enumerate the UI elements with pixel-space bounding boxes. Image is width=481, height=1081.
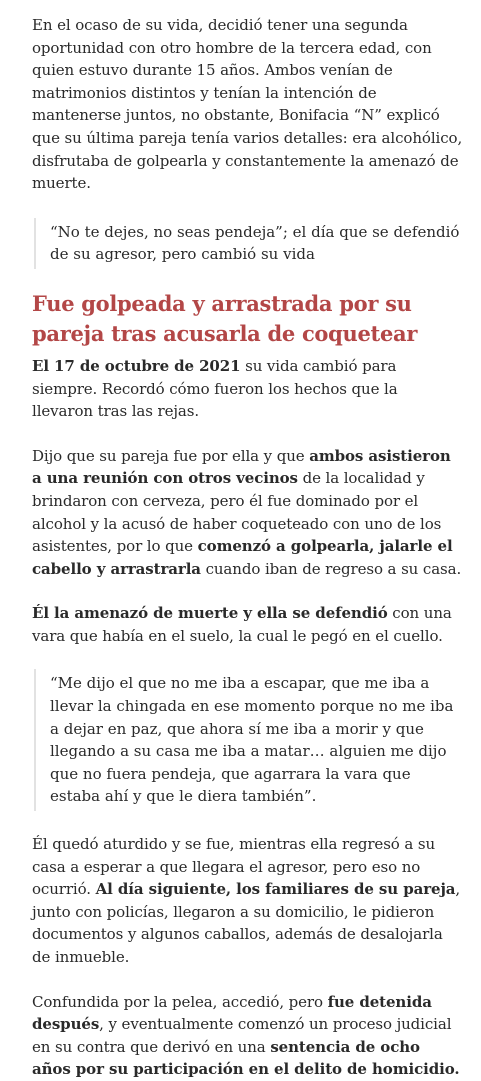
aftermath-text-1: Él quedó aturdido y se fue, mientras ella regresó a su casa a esperar a que llegara el agresor, pero eso no ocurrió.	[32, 835, 436, 899]
meeting-bold-2: comenzó a golpearla, jalarle el cabello y arrastrarla	[32, 537, 453, 578]
paragraph-sentence	[32, 991, 463, 1081]
pull-quote-1: “No te dejes, no seas pendeja”; el día que se defendió de su agresor, pero cambió su vida	[34, 218, 463, 269]
threat-bold: Él la amenazó de muerte y ella se defendió	[32, 604, 388, 623]
meeting-text-1: Dijo que su pareja fue por ella y que	[32, 446, 310, 465]
sentence-bold-1: fue detenida después	[32, 992, 432, 1034]
sentence-text-2: , y eventualmente comenzó un proceso judicial en su contra que derivó en una	[32, 1015, 452, 1056]
date-text: su vida cambió para siempre. Recordó cómo fueron los hechos que la llevaron tras las rejas.	[32, 356, 398, 421]
paragraph-date	[32, 355, 463, 423]
paragraph-aftermath	[32, 833, 463, 969]
sentence-text-1: Confundida por la pelea, accedió, pero	[32, 992, 328, 1011]
meeting-bold-1: ambos asistieron a una reunión con otros vecinos	[32, 446, 451, 488]
aftermath-text-2: , junto con policías, llegaron a su domicilio, le pidieron documentos y algunos caballos, además de desalojarla de inmueble.	[32, 880, 461, 966]
sentence-bold-2: sentencia de ocho años por su participación en el delito de homicidio.	[32, 1037, 460, 1079]
meeting-text-2: de la localidad y brindaron con cerveza, pero él fue dominado por el alcohol y la acusó de haber coqueteado con uno de los asistentes, por lo que	[32, 469, 442, 556]
section-heading: Fue golpeada y arrastrada por su pareja tras acusarla de coquetear	[32, 290, 418, 346]
threat-text: con una vara que había en el suelo, la cual le pegó en el cuello.	[32, 604, 452, 645]
pull-quote-2: “Me dijo el que no me iba a escapar, que me iba a llevar la chingada en ese momento porque no me iba a dejar en paz, que ahora sí me iba a morir y que llegando a su casa me iba a matar… alguien me dijo que no fuera pendeja, que agarrara la vara que estaba ahí y que le diera también”.	[34, 669, 463, 811]
paragraph-threat	[32, 602, 463, 647]
meeting-text-3: cuando iban de regreso a su casa.	[200, 559, 462, 578]
aftermath-bold: Al día siguiente, los familiares de su pareja	[95, 880, 456, 899]
paragraph-intro: En el ocaso de su vida, decidió tener una segunda oportunidad con otro hombre de la tercera edad, con quien estuvo durante 15 años. Ambos venían de matrimonios distintos y tenían la intención de mantenerse juntos, no obstante, Bonifacia “N” explicó que su última pareja tenía varios detalles: era alcohólico, disfrutaba de golpearla y constantemente la amenazó de muerte.	[32, 16, 463, 193]
paragraph-meeting	[32, 445, 463, 581]
date-bold: El 17 de octubre de 2021	[32, 356, 241, 375]
